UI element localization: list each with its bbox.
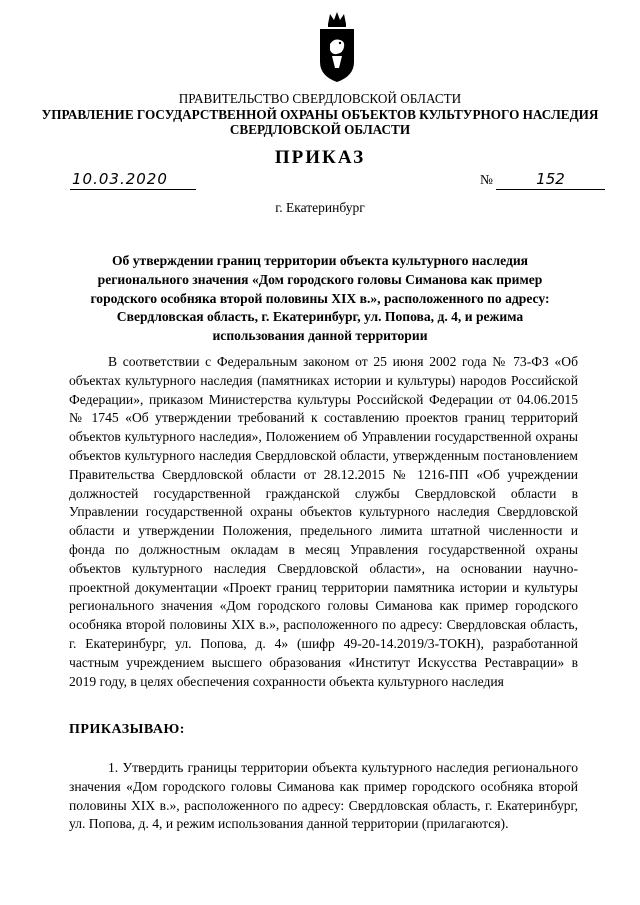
- preamble: [69, 353, 578, 691]
- number-sign: №: [480, 172, 493, 187]
- order-item-list: [69, 759, 578, 834]
- city: г. Екатеринбург: [275, 200, 365, 215]
- document-heading: Об утверждении границ территории объекта культурного наследия регионального значения «Дом городского головы Симанова как пример городского особняка второй половины XIX в.», расположенного по адресу: Свердловская область, г. Екатеринбург, ул. Попова, д. 4, и режима использования данной территории: [90, 253, 550, 344]
- date-number-row: [68, 170, 605, 192]
- department-line-1: УПРАВЛЕНИЕ ГОСУДАРСТВЕННОЙ ОХРАНЫ ОБЪЕКТОВ КУЛЬТУРНОГО НАСЛЕДИЯ: [41, 107, 599, 122]
- order-word: ПРИКАЗЫВАЮ:: [69, 722, 185, 737]
- coat-of-arms-icon: [318, 10, 356, 84]
- order-item: 1. Утвердить границы территории объекта культурного наследия регионального значения «Дом городского головы Симанова как пример городского особняка второй половины XIX в.», расположенного по адресу: Свердловская область, г. Екатеринбург, ул. Попова, д. 4, и режим использования данной территории (прилагаются).: [69, 760, 578, 832]
- order-number: 152: [496, 170, 605, 190]
- government-name: ПРАВИТЕЛЬСТВО СВЕРДЛОВСКОЙ ОБЛАСТИ: [178, 91, 462, 106]
- document-type: ПРИКАЗ: [274, 147, 366, 168]
- order-date: 10.03.2020: [70, 170, 196, 190]
- department-name: [0, 107, 640, 137]
- preamble-paragraph: В соответствии с Федеральным законом от 25 июня 2002 года № 73-ФЗ «Об объектах культурного наследия (памятниках истории и культуры) народов Российской Федерации», приказом Министерства культуры Российской Федерации от 04.06.2015 № 1745 «Об утверждении требований к составлению проектов границ территорий объектов культурного наследия», Положением об Управлении государственной охраны объектов культурного наследия Свердловской области, утвержденным постановлением Правительства Свердловской области от 28.12.2015 № 1216-ПП «Об учреждении должностей государственной гражданской службы Свердловской области в Управлении государственной охраны объектов культурного наследия Свердловской области и утверждении Положения, предельного лимита штатной численности и фонда по должностным окладам в месяц Управления государственной охраны объектов культурного наследия Свердловской области», на основании научно-проектной документации «Проект границ территории памятника истории и культуры регионального значения «Дом городского головы Симанова как пример городского особняка второй половины XIX в.», расположенного по адресу: Свердловская область, г. Екатеринбург, ул. Попова, д. 4» (шифр 49-20-14.2019/3-ТОКН), разработанной частным учреждением высшего образования «Институт Искусства Реставрации» в 2019 году, в целях обеспечения сохранности объекта культурного наследия: [69, 354, 578, 689]
- department-line-2: СВЕРДЛОВСКОЙ ОБЛАСТИ: [229, 122, 411, 137]
